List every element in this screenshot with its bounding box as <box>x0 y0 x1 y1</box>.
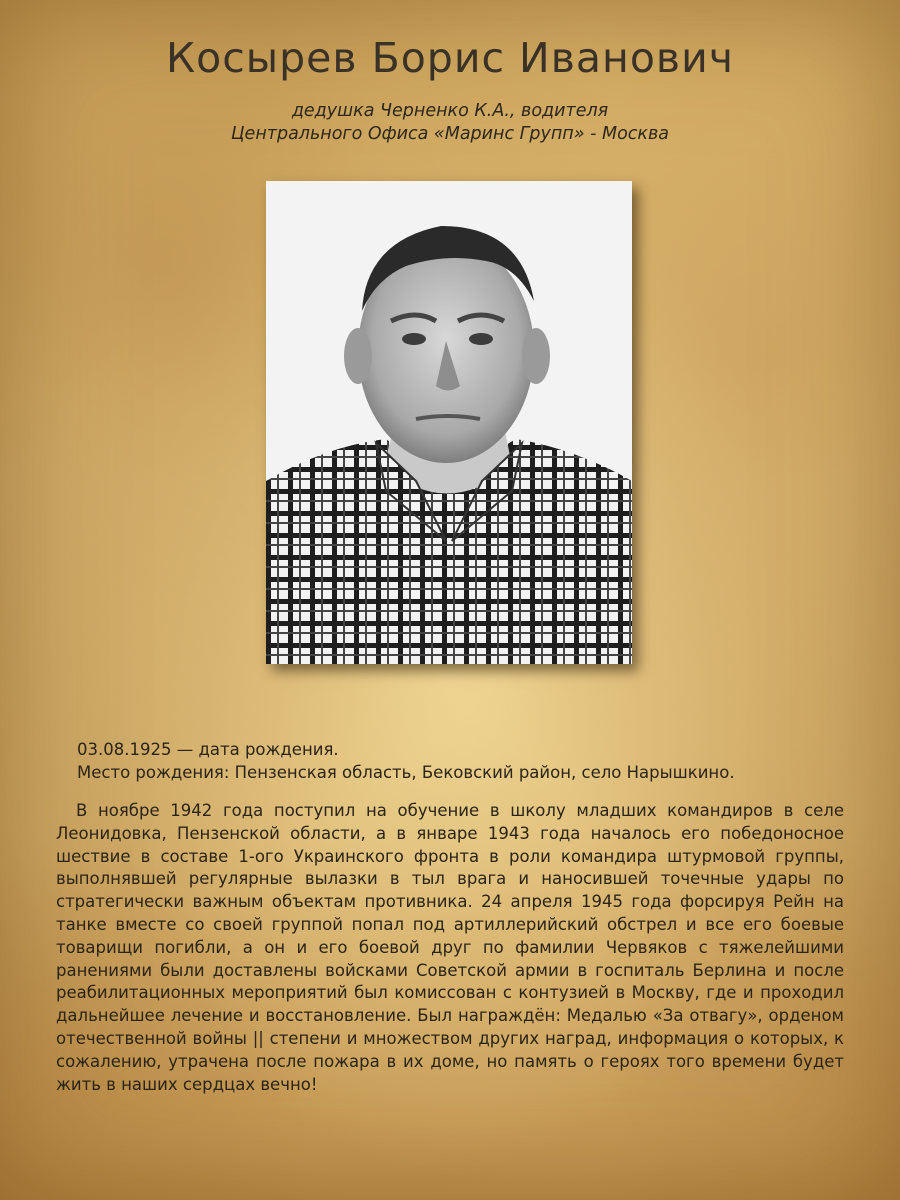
portrait-photo <box>266 181 632 664</box>
birth-place: Место рождения: Пензенская область, Бековский район, село Нарышкино. <box>77 763 735 782</box>
biography <box>56 800 844 1096</box>
subtitle <box>0 100 900 146</box>
portrait-photo-icon <box>266 181 632 664</box>
page-title: Косырев Борис Иванович <box>166 34 734 82</box>
subtitle-line-1: дедушка Черненко К.А., водителя <box>291 101 609 121</box>
subtitle-line-2: Центрального Офиса «Маринс Групп» - Москва <box>230 124 670 144</box>
birth-date: 03.08.1925 — дата рождения. <box>77 740 339 759</box>
biography-text: В ноябре 1942 года поступил на обучение в школу младших командиров в селе Леонидовка, Пензенской области, а в январе 1943 года началось его победоносное шествие в составе 1-ого Украинского фронта в роли командира штурмовой группы, выполнявшей регулярные вылазки в тыл врага и наносившей точечные удары по стратегически важным объектам противника. 24 апреля 1945 года форсируя Рейн на танке вместе со своей группой попал под артиллерийский обстрел и все его боевые товарищи погибли, а он и его боевой друг по фамилии Червяков с тяжелейшими ранениями были доставлены войсками Советской армии в госпиталь Берлина и после реабилитационных мероприятий был комиссован с контузией в Москву, где и проходил дальнейшее лечение и восстановление. Был награждён: Медалью «За отвагу», орденом отечественной войны || степени и множеством других наград, информация о которых, к сожалению, утрачена после пожара в их доме, но память о героях того времени будет жить в наших сердцах вечно! <box>56 801 844 1094</box>
facts-block <box>77 738 857 784</box>
